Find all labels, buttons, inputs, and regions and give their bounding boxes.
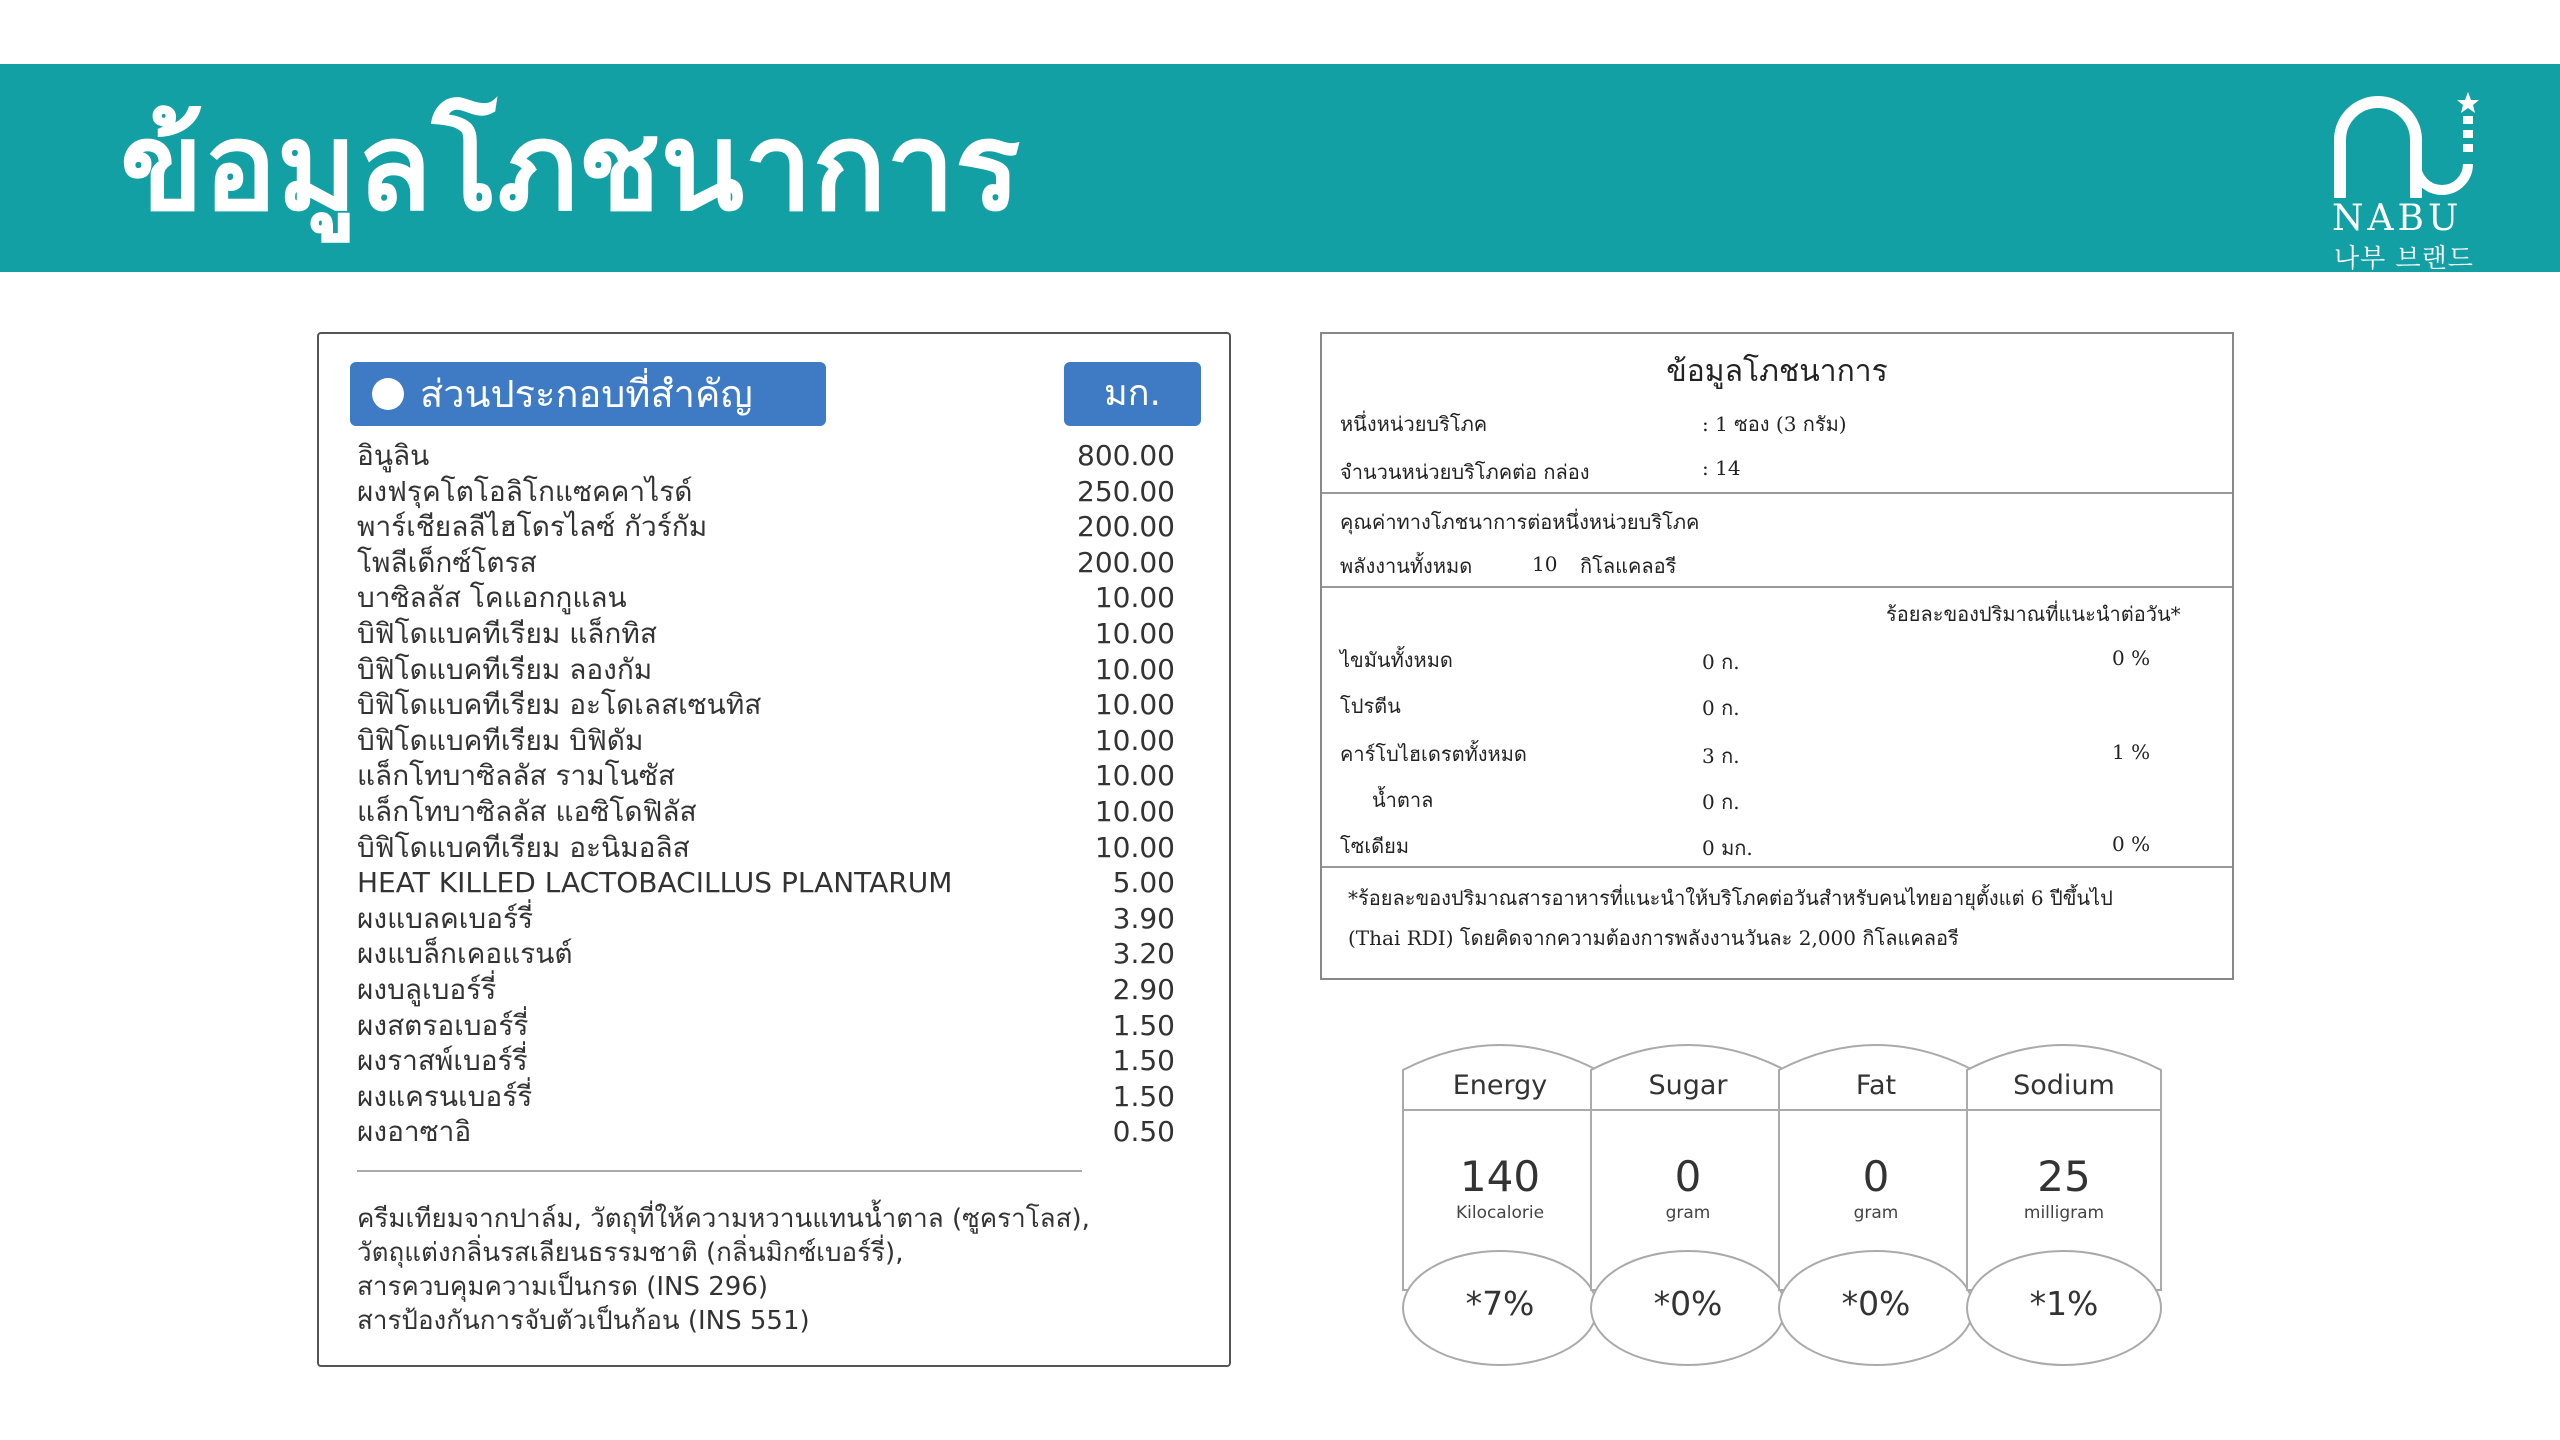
- summary-value: 0: [1862, 1152, 1890, 1201]
- nutrient-name: โปรตีน: [1340, 694, 1401, 718]
- logo-subtext: 나부 브랜드: [2334, 244, 2474, 274]
- ingredient-value: 10.00: [1094, 581, 1175, 615]
- ingredient-name: บิฟิโดแบคทีเรียม อะนิมอลิส: [357, 830, 690, 864]
- summary-sodium: [1966, 1030, 2162, 1366]
- ingredient-value: 200.00: [1077, 510, 1175, 544]
- nutrient-amount: 0 ก.: [1702, 650, 1740, 674]
- energy-value: 10: [1532, 552, 1558, 576]
- list-item: [357, 830, 1175, 866]
- additive-note: วัตถุแต่งกลิ่นรสเลียนธรรมชาติ (กลิ่นมิกซ์เบอร์รี่),: [357, 1238, 904, 1268]
- nutrition-facts-table: [1320, 332, 2234, 980]
- nutrient-amount: 0 ก.: [1702, 696, 1740, 720]
- list-item: [357, 758, 1175, 794]
- summary-value: 25: [2037, 1152, 2091, 1201]
- energy-label: พลังงานทั้งหมด: [1340, 554, 1473, 578]
- ingredient-name: ผงบลูเบอร์รี่: [357, 972, 497, 1006]
- page-title: ข้อมูลโภชนาการ: [120, 96, 1021, 238]
- ingredient-name: แล็กโทบาซิลลัส แอซิโดฟิลัส: [357, 794, 697, 828]
- nabu-logo: [2318, 78, 2488, 274]
- ingredient-value: 1.50: [1112, 1079, 1175, 1113]
- list-item: [357, 723, 1175, 759]
- additive-note: ครีมเทียมจากปาล์ม, วัตถุที่ให้ความหวานแทนน้ำตาล (ซูคราโลส),: [357, 1204, 1090, 1234]
- list-item: [357, 1079, 1175, 1115]
- ingredients-panel: [317, 332, 1231, 1367]
- ingredient-value: 5.00: [1112, 866, 1175, 900]
- list-item: [357, 901, 1175, 937]
- list-item: [357, 652, 1175, 688]
- header-band: [0, 64, 2560, 272]
- summary-fat: [1778, 1030, 1974, 1366]
- ingredient-value: 250.00: [1077, 474, 1175, 508]
- list-item: [357, 936, 1175, 972]
- servings-label: จำนวนหน่วยบริโภคต่อ กล่อง: [1340, 460, 1590, 484]
- ingredient-name: ผงแบลคเบอร์รี่: [357, 901, 534, 935]
- summary-unit: Kilocalorie: [1455, 1203, 1545, 1223]
- ingredient-value: 10.00: [1094, 830, 1175, 864]
- summary-value: 140: [1459, 1152, 1541, 1201]
- additives-notes: [357, 1202, 1187, 1338]
- nutrient-name: ไขมันทั้งหมด: [1340, 648, 1453, 672]
- ingredient-value: 10.00: [1094, 723, 1175, 757]
- ingredients-heading: [350, 362, 826, 426]
- list-item: [357, 474, 1175, 510]
- ingredient-name: ผงสตรอเบอร์รี่: [357, 1008, 529, 1042]
- summary-label: Energy: [1452, 1070, 1548, 1101]
- ingredient-name: บิฟิโดแบคทีเรียม อะโดเลสเซนทิส: [357, 688, 762, 722]
- ingredient-name: HEAT KILLED LACTOBACILLUS PLANTARUM: [357, 866, 953, 900]
- summary-sugar: [1590, 1030, 1786, 1366]
- list-item: [357, 687, 1175, 723]
- summary-unit: milligram: [2023, 1203, 2105, 1223]
- summary-label: Fat: [1855, 1070, 1897, 1101]
- ingredients-heading-text: ส่วนประกอบที่สำคัญ: [420, 372, 753, 416]
- ingredients-list: [357, 438, 1175, 1150]
- rdi-footnote: (Thai RDI) โดยคิดจากความต้องการพลังงานวันละ 2,000 กิโลแคลอรี: [1348, 926, 1959, 950]
- per-serving-label: คุณค่าทางโภชนาการต่อหนึ่งหน่วยบริโภค: [1340, 510, 1700, 534]
- ingredient-name: ผงแบล็กเคอแรนต์: [357, 937, 573, 971]
- nutrient-amount: 0 มก.: [1702, 836, 1753, 860]
- ingredient-value: 10.00: [1094, 688, 1175, 722]
- ingredient-value: 10.00: [1094, 652, 1175, 686]
- ingredient-value: 200.00: [1077, 545, 1175, 579]
- ingredient-value: 1.50: [1112, 1044, 1175, 1078]
- serving-value: : 1 ซอง (3 กรัม): [1702, 412, 1847, 436]
- nutrient-percent: 0 %: [2112, 646, 2151, 670]
- table-divider: [1322, 586, 2232, 588]
- ingredient-value: 3.90: [1112, 901, 1175, 935]
- ingredient-name: ผงฟรุคโตโอลิโกแซคคาไรด์: [357, 474, 693, 508]
- summary-percent: *0%: [1841, 1284, 1911, 1323]
- list-item: [357, 545, 1175, 581]
- table-divider: [1322, 492, 2232, 494]
- ingredient-name: โพลีเด็กซ์โตรส: [357, 545, 537, 579]
- summary-label: Sodium: [2013, 1070, 2115, 1101]
- additive-note: สารป้องกันการจับตัวเป็นก้อน (INS 551): [357, 1306, 810, 1336]
- list-item: [357, 1114, 1175, 1150]
- list-item: [357, 865, 1175, 901]
- ingredients-divider: [357, 1170, 1082, 1172]
- nutrient-name: โซเดียม: [1340, 834, 1410, 858]
- ingredient-name: แล็กโทบาซิลลัส รามโนซัส: [357, 759, 675, 793]
- summary-percent: *7%: [1465, 1284, 1535, 1323]
- nutrition-title: ข้อมูลโภชนาการ: [1666, 354, 1888, 389]
- summary-energy: [1402, 1030, 1598, 1366]
- ingredient-name: ผงอาซาอิ: [357, 1115, 472, 1149]
- summary-value: 0: [1674, 1152, 1702, 1201]
- nutrient-percent: 0 %: [2112, 832, 2151, 856]
- ingredients-unit: มก.: [1064, 362, 1201, 426]
- list-item: [357, 438, 1175, 474]
- ingredient-value: 800.00: [1077, 439, 1175, 472]
- logo-text: NABU: [2332, 198, 2463, 239]
- list-item: [357, 509, 1175, 545]
- ingredient-name: อินูลิน: [357, 439, 430, 472]
- list-item: [357, 1008, 1175, 1044]
- bullet-dot-icon: [372, 378, 404, 410]
- ingredient-name: บิฟิโดแบคทีเรียม แล็กทิส: [357, 616, 657, 650]
- ingredient-name: พาร์เชียลลีไฮโดรไลซ์ กัวร์กัม: [357, 510, 708, 544]
- additive-note: สารควบคุมความเป็นกรด (INS 296): [357, 1272, 769, 1302]
- ingredient-name: บิฟิโดแบคทีเรียม ลองกัม: [357, 652, 653, 686]
- summary-percent: *1%: [2029, 1284, 2099, 1323]
- rdi-header: ร้อยละของปริมาณที่แนะนำต่อวัน*: [1886, 602, 2181, 626]
- rdi-footnote: *ร้อยละของปริมาณสารอาหารที่แนะนำให้บริโภคต่อวันสำหรับคนไทยอายุตั้งแต่ 6 ปีขึ้นไป: [1348, 886, 2113, 910]
- summary-label: Sugar: [1648, 1070, 1728, 1101]
- ingredient-name: บาซิลลัส โคแอกกูแลน: [357, 581, 627, 615]
- servings-value: : 14: [1702, 456, 1741, 480]
- energy-unit: กิโลแคลอรี: [1580, 554, 1677, 578]
- nutrient-amount: 3 ก.: [1702, 744, 1740, 768]
- ingredient-value: 1.50: [1112, 1008, 1175, 1042]
- ingredient-value: 10.00: [1094, 759, 1175, 793]
- list-item: [357, 794, 1175, 830]
- ingredient-value: 2.90: [1112, 972, 1175, 1006]
- serving-label: หนึ่งหน่วยบริโภค: [1340, 412, 1488, 436]
- ingredient-name: ผงราสพ์เบอร์รี่: [357, 1044, 528, 1078]
- list-item: [357, 616, 1175, 652]
- nutrient-percent: 1 %: [2112, 740, 2151, 764]
- nutrient-name: คาร์โบไฮเดรตทั้งหมด: [1340, 742, 1527, 766]
- summary-unit: gram: [1853, 1203, 1899, 1223]
- ingredient-value: 0.50: [1112, 1115, 1175, 1149]
- summary-percent: *0%: [1653, 1284, 1723, 1323]
- nutrient-amount: 0 ก.: [1702, 790, 1740, 814]
- summary-unit: gram: [1665, 1203, 1711, 1223]
- nabu-logo-icon: [2318, 78, 2488, 198]
- list-item: [357, 972, 1175, 1008]
- ingredient-name: ผงแครนเบอร์รี่: [357, 1079, 533, 1113]
- ingredient-value: 10.00: [1094, 616, 1175, 650]
- nutrient-name: น้ำตาล: [1372, 788, 1434, 812]
- list-item: [357, 580, 1175, 616]
- table-divider: [1322, 866, 2232, 868]
- list-item: [357, 1043, 1175, 1079]
- ingredient-value: 10.00: [1094, 794, 1175, 828]
- ingredient-name: บิฟิโดแบคทีเรียม บิฟิดัม: [357, 723, 644, 757]
- ingredient-value: 3.20: [1112, 937, 1175, 971]
